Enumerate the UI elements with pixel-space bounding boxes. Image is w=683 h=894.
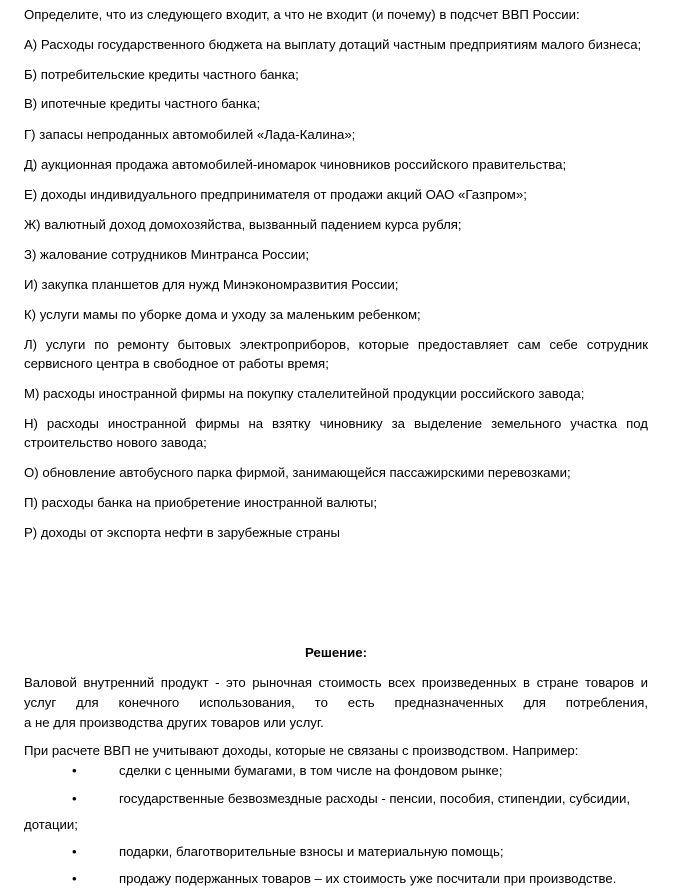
list-item-m: М) расходы иностранной фирмы на покупку сталелитейной продукции российского завода; bbox=[24, 386, 585, 401]
definition-line-3: а не для производства других товаров или услуг. bbox=[24, 715, 324, 730]
bullet-continuation: дотации; bbox=[24, 817, 78, 832]
list-item-g: Г) запасы непроданных автомобилей «Лада-Калина»; bbox=[24, 127, 356, 142]
list-item-n: Н) расходы иностранной фирмы на взятку чиновнику за выделение земельного участка под строительство нового завода; bbox=[24, 416, 648, 450]
list-item-z: З) жалование сотрудников Минтранса России; bbox=[24, 247, 309, 262]
solution-title: Решение: bbox=[305, 645, 367, 660]
task-intro: Определите, что из следующего входит, а что не входит (и почему) в подсчет ВВП России: bbox=[24, 7, 580, 22]
list-item-p: П) расходы банка на приобретение иностранной валюты; bbox=[24, 495, 378, 510]
bullet-icon: • bbox=[72, 871, 77, 886]
list-item-i: И) закупка планшетов для нужд Минэкономразвития России; bbox=[24, 277, 399, 292]
list-item-a: А) Расходы государственного бюджета на выплату дотаций частным предприятиям малого бизнеса; bbox=[24, 37, 642, 52]
bullet-text: подарки, благотворительные взносы и материальную помощь; bbox=[119, 844, 504, 859]
list-item-b: Б) потребительские кредиты частного банка; bbox=[24, 67, 299, 82]
bullet-text: сделки с ценными бумагами, в том числе на фондовом рынке; bbox=[119, 763, 503, 778]
list-item-d: Д) аукционная продажа автомобилей-иномарок чиновников российского правительства; bbox=[24, 157, 567, 172]
gdp-definition bbox=[24, 673, 648, 733]
list-item-r: Р) доходы от экспорта нефти в зарубежные страны bbox=[24, 525, 340, 540]
definition-line-1: Валовой внутренний продукт - это рыночная стоимость всех произведенных в стране товаров и bbox=[24, 675, 648, 690]
list-item-l: Л) услуги по ремонту бытовых электроприборов, которые предоставляет сам себе сотрудник сервисного центра в свободное от работы время; bbox=[24, 337, 648, 371]
exclusions-intro: При расчете ВВП не учитывают доходы, которые не связаны с производством. Например: bbox=[24, 743, 579, 758]
bullet-icon: • bbox=[72, 763, 77, 778]
bullet-icon: • bbox=[72, 844, 77, 859]
list-item-zh: Ж) валютный доход домохозяйства, вызванный падением курса рубля; bbox=[24, 217, 462, 232]
list-item-k: К) услуги мамы по уборке дома и уходу за маленьким ребенком; bbox=[24, 307, 421, 322]
list-item-e: Е) доходы индивидуального предпринимателя от продажи акций ОАО «Газпром»; bbox=[24, 187, 527, 202]
definition-line-2: услуг для конечного использования, то есть предназначенных для потребления, bbox=[24, 695, 648, 710]
list-item-v: В) ипотечные кредиты частного банка; bbox=[24, 96, 261, 111]
bullet-icon: • bbox=[72, 791, 77, 806]
list-item-o: О) обновление автобусного парка фирмой, занимающейся пассажирскими перевозками; bbox=[24, 465, 571, 480]
bullet-text: продажу подержанных товаров – их стоимость уже посчитали при производстве. bbox=[119, 871, 617, 886]
bullet-text: государственные безвозмездные расходы - пенсии, пособия, стипендии, субсидии, bbox=[119, 791, 631, 806]
